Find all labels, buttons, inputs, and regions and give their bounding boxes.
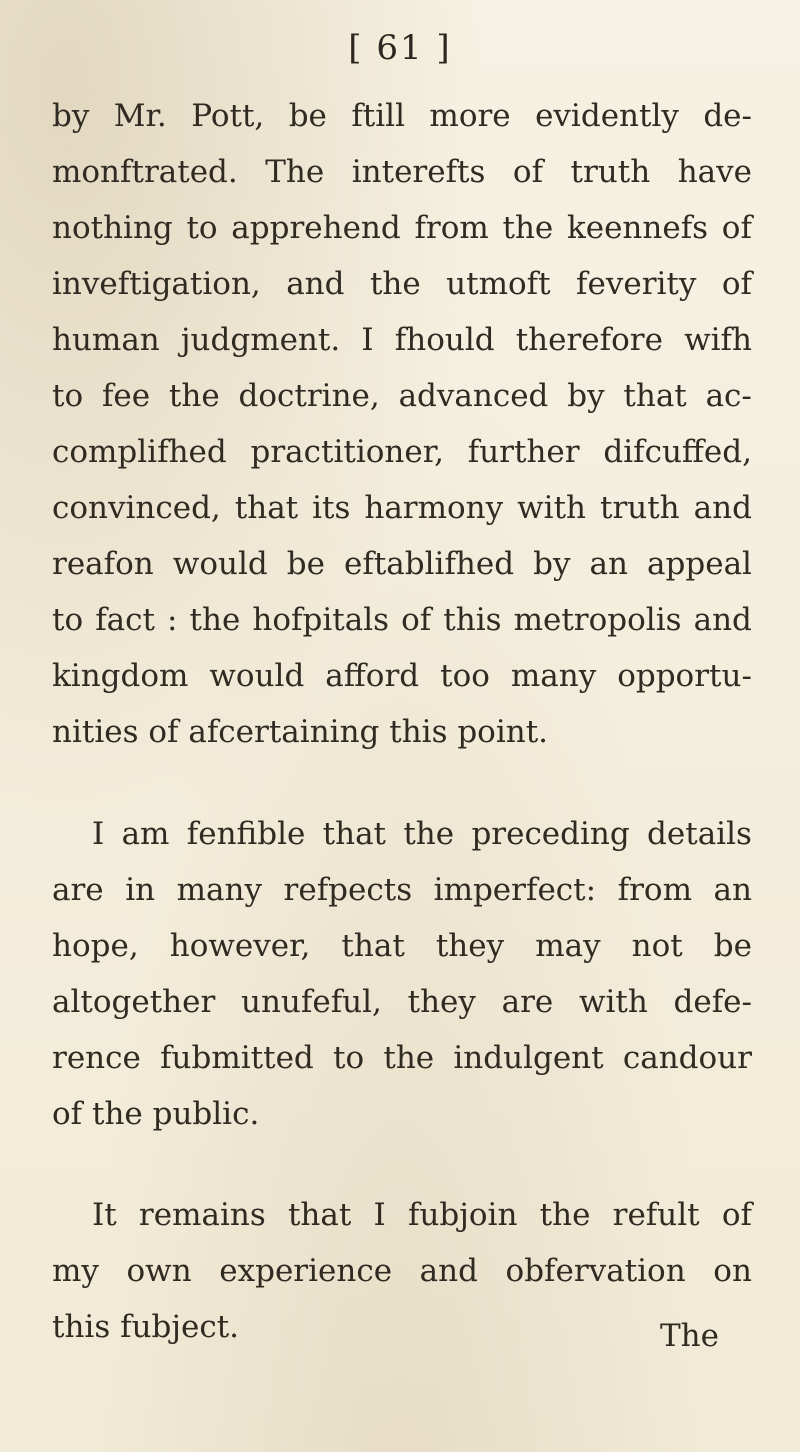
text-line: of the public.: [52, 1096, 260, 1132]
text-line: kingdom would afford too many opportu-: [52, 658, 752, 694]
catchword: The: [660, 1318, 719, 1354]
text-line: to fact : the hofpitals of this metropolis and: [52, 602, 752, 638]
text-line: inveftigation, and the utmoft feverity of: [52, 266, 752, 302]
text-line: rence fubmitted to the indulgent candour: [52, 1040, 752, 1076]
text-line: convinced, that its harmony with truth and: [52, 490, 752, 526]
text-line: I am fenfible that the preceding details: [92, 816, 752, 852]
text-line: this fubject.: [52, 1309, 240, 1345]
text-line: are in many refpects imperfect: from an: [52, 872, 752, 908]
text-line: human judgment. I fhould therefore wifh: [52, 322, 752, 358]
text-line: nothing to apprehend from the keennefs of: [52, 210, 752, 246]
text-line: nities of afcertaining this point.: [52, 714, 549, 750]
text-line: monftrated. The interefts of truth have: [52, 154, 752, 190]
text-line: to fee the doctrine, advanced by that ac-: [52, 378, 752, 414]
text-line: It remains that I fubjoin the refult of: [92, 1197, 752, 1233]
page-number: [ 61 ]: [348, 28, 452, 68]
text-line: complifhed practitioner, further difcuffed,: [52, 434, 752, 470]
text-line: by Mr. Pott, be ftill more evidently de-: [52, 98, 752, 134]
text-line: my own experience and obfervation on: [52, 1253, 752, 1289]
text-line: altogether unufeful, they are with defe-: [52, 984, 752, 1020]
text-line: reafon would be eftablifhed by an appeal: [52, 546, 752, 582]
text-line: hope, however, that they may not be: [52, 928, 752, 964]
